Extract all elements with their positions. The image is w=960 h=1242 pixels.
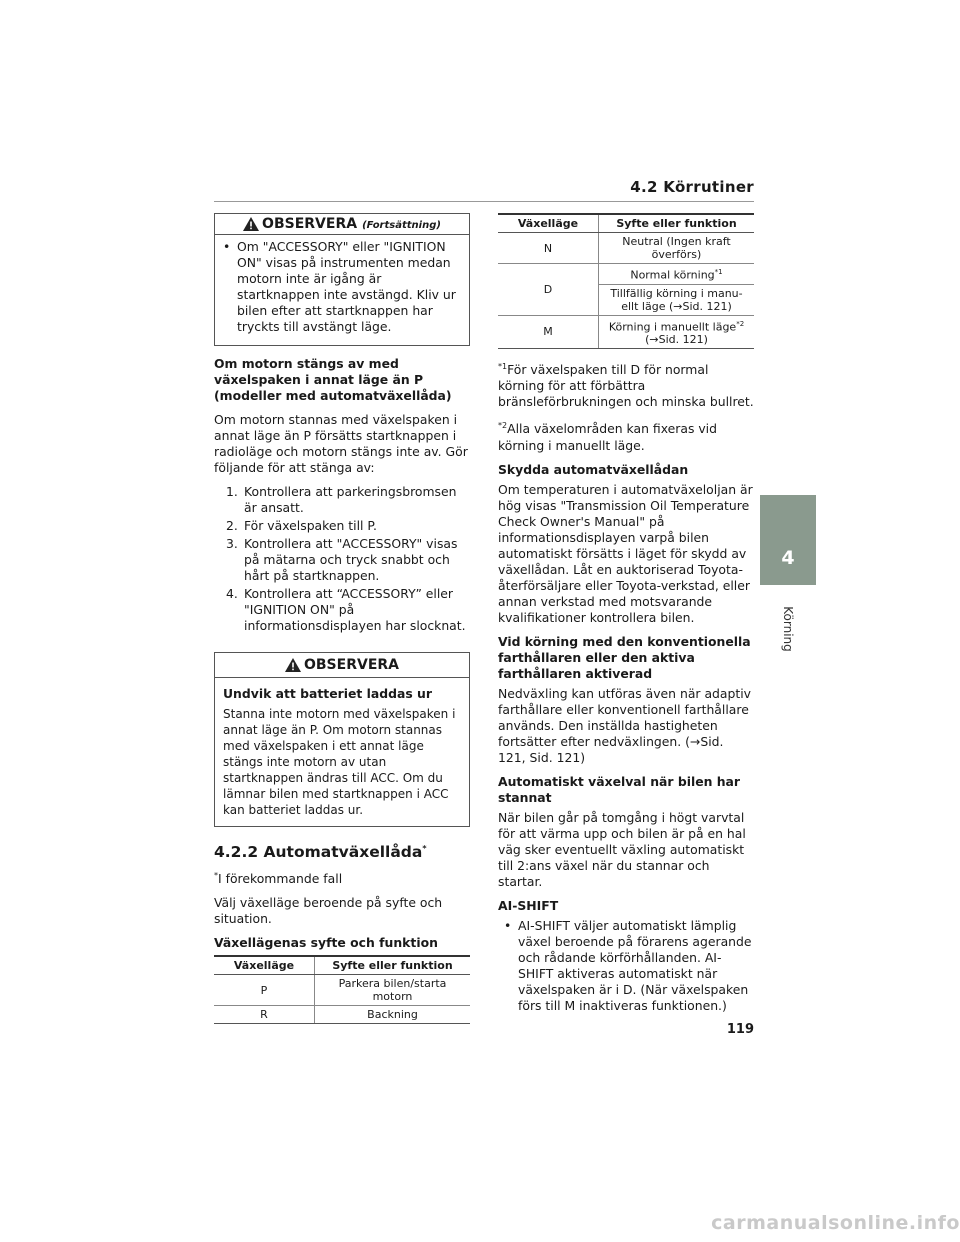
list-item [226,518,470,534]
purpose-text: Normal körning [630,268,715,282]
gear-cell: D [498,264,599,316]
step-number: 3. [226,536,238,551]
table-row [498,233,754,264]
footnote [498,359,754,410]
step-text: Kontrollera att parkeringsbromsen är ansatt. [244,484,457,515]
purpose-cell [599,315,755,349]
step-text: Kontrollera att “ACCESSORY” eller "IGNITION ON" på informationsdisplayen har slocknat. [244,586,466,633]
footnote-mark: *2 [736,319,745,328]
section-title-mark: * [422,844,427,853]
bullet-dot: • [223,239,231,254]
notice-body [215,678,469,826]
table-header: Växelläge [214,956,315,975]
page-number: 119 [726,1022,754,1037]
chapter-label-text: Körning [781,606,795,652]
step-number: 1. [226,484,238,499]
right-column [498,213,754,1016]
footnote [214,868,470,887]
gear-table-left [214,955,470,1024]
footnote-mark: *1 [498,362,508,372]
table-title: Växellägenas syfte och funktion [214,935,438,951]
notice-body [215,235,469,345]
section-header: 4.2 Körrutiner [630,178,754,196]
notice-header [215,214,469,235]
section-title-text: 4.2.2 Automatväxellåda [214,843,423,862]
gear-cell: M [498,315,599,349]
list-item [226,586,470,634]
gear-table-right [498,213,754,349]
table-header: Syfte eller funktion [315,956,471,975]
footnote [498,418,754,453]
footnote-text: Alla växelområden kan fixeras vid körning i manuellt läge. [498,421,717,453]
table-header-row [214,956,470,975]
header-rule [214,201,754,202]
footnote-mark: * [214,871,218,881]
paragraph-auto-gear: När bilen går på tomgång i högt varvtal för att värma upp och bilen är på en hal väg sker eventuellt växling automatiskt till 2:ans växel när du stannar och startar. [498,809,746,889]
warning-icon [243,217,259,231]
paragraph-engine-stop: Om motorn stannas med växelspaken i annat läge än P försätts startknappen i radioläge och motorn stängs inte av. Gör följande för att stänga av: [214,412,468,475]
table-header: Syfte eller funktion [599,214,755,233]
bullet-text: AI-SHIFT väljer automatiskt lämplig växel beroende på förarens agerande och rådande körförhållanden. AI-SHIFT aktiveras automatiskt när växelspaken är i D. (När växelspaken förs till M inaktiveras funktionen.) [518,917,752,1013]
notice-subtitle: (Fortsättning) [362,219,441,231]
purpose-cell [599,264,755,285]
heading-cruise: Vid körning med den konventionella farthållaren eller den aktiva farthållaren aktiverad [498,633,751,681]
heading-aishift: AI-SHIFT [498,897,559,913]
list-item [226,484,470,516]
step-number: 2. [226,518,238,533]
chapter-tab: 4 [760,495,816,585]
list-item [226,536,470,584]
footnote-mark: *2 [498,421,508,431]
footnote-text: För växelspaken till D för normal körning för att förbättra bränsleförbrukningen och minska bullret. [498,362,754,410]
heading-auto-gear: Automatiskt växelval när bilen har stannat [498,773,741,805]
list-item [504,918,754,1014]
heading-engine-stop: Om motorn stängs av med växelspaken i annat läge än P (modeller med automatväxellåda) [214,356,452,403]
footnote-text: I förekommande fall [218,871,343,887]
left-column [214,213,470,1034]
purpose-cell: Backning [315,1006,471,1024]
bullet-text: Om "ACCESSORY" eller "IGNITION ON" visas på instrumenten medan motorn inte är igång är startknappen inte avstängd. Kliv ur bilen efter att startknappen har tryckts till avstängt läge. [237,239,456,334]
purpose-ref: (→Sid. 121) [645,333,708,347]
notice-header [215,653,469,678]
step-text: För växelspaken till P. [244,518,377,533]
gear-cell: P [214,975,315,1006]
watermark: carmanualsonline.info [711,1212,960,1234]
table-header: Växelläge [498,214,599,233]
footnote-mark: *1 [714,268,723,276]
table-row [214,975,470,1006]
notice-heading: Undvik att batteriet laddas ur [223,686,432,701]
paragraph-protect: Om temperaturen i automatväxeloljan är hög visas "Transmission Oil Temperature Check Owner's Manual" på informationsdisplayen varpå bilen automatiskt försätts i läget för skydd av växellådan. Låt en auktoriserad Toyota-återförsäljare eller Toyota-verkstad, eller annan verkstad med motsvarande kvalifikationer kontrollera bilen. [498,481,753,625]
purpose-cell: Neutral (Ingen kraft överförs) [599,233,755,264]
notice-text: Stanna inte motorn med växelspaken i annat läge än P. Om motorn stannas med växelspaken i ett annat läge stängs inte motorn av utan startknappen ändras till ACC. Om du lämnar bilen med startknappen i ACC kan batteriet laddas ur. [223,707,456,817]
warning-icon [285,658,301,672]
list-item [223,239,461,335]
purpose-cell: Parkera bilen/starta motorn [315,975,471,1006]
table-header-row [498,214,754,233]
paragraph-cruise: Nedväxling kan utföras även när adaptiv farthållare eller konventionell farthållare används. Den inställda hastigheten fortsätter efter nedväxlingen. (→Sid. 121, Sid. 121) [498,685,752,765]
notice-title: OBSERVERA [303,657,399,673]
heading-protect: Skydda automatväxellådan [498,461,689,477]
table-row [498,315,754,349]
paragraph-select-gear: Välj växelläge beroende på syfte och situation. [214,895,443,927]
purpose-cell: Tillfällig körning i manu- ellt läge (→Sid. 121) [599,284,755,315]
bullet-dot: • [504,917,512,933]
notice-box-continued [214,213,470,346]
step-number: 4. [226,586,238,601]
section-title [214,841,470,860]
gear-cell: R [214,1006,315,1024]
purpose-text: Körning i manuellt läge [608,320,737,334]
notice-box-battery [214,652,470,827]
notice-title: OBSERVERA [262,216,358,232]
table-row [498,264,754,285]
chapter-label [760,594,816,664]
gear-cell: N [498,233,599,264]
table-row [214,1006,470,1024]
step-text: Kontrollera att "ACCESSORY" visas på mätarna och tryck snabbt och hårt på startknappen. [244,536,458,583]
